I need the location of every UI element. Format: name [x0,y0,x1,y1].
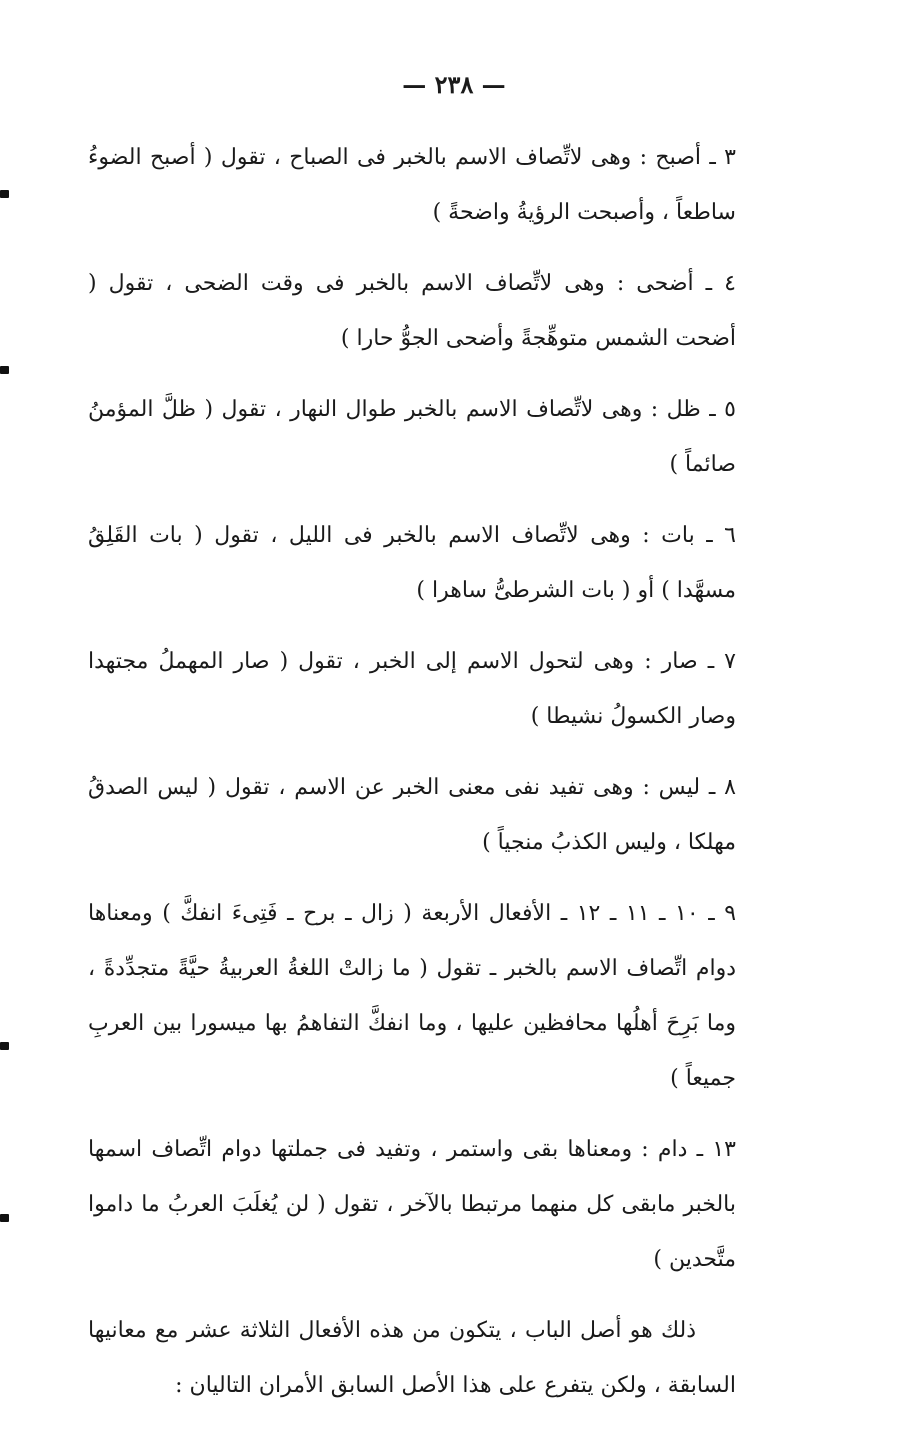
paragraph-laysa: ٨ ـ ليس : وهى تفيد نفى معنى الخبر عن الاسم ، تقول ( ليس الصدقُ مهلكا ، وليس الكذبُ منجياً ) [88,775,736,855]
margin-mark [0,1042,9,1050]
margin-mark [0,1214,9,1222]
paragraph-asbaha: ٣ ـ أصبح : وهى لاتِّصاف الاسم بالخبر فى الصباح ، تقول ( أصبح الضوءُ ساطعاً ، وأصبحت الرؤيةُ واضحةً ) [88,145,736,225]
paragraph-zalla: ٥ ـ ظل : وهى لاتِّصاف الاسم بالخبر طوال النهار ، تقول ( ظلَّ المؤمنُ صائماً ) [88,397,736,477]
page-body [88,130,736,1429]
margin-mark [0,190,9,198]
paragraph-dama: ١٣ ـ دام : ومعناها بقى واستمر ، وتفيد فى جملتها دوام اتِّصاف اسمها بالخبر مابقى كل منهما مرتبطا بالآخر ، تقول ( لن يُغلَبَ العربُ ما داموا متَّحدين ) [88,1137,736,1272]
page-number: — ٢٣٨ — [402,70,506,99]
paragraph-bata: ٦ ـ بات : وهى لاتِّصاف الاسم بالخبر فى الليل ، تقول ( بات القَلِقُ مسهَّدا ) أو ( بات الشرطىُّ ساهرا ) [88,523,736,603]
paragraph-conclusion: ذلك هو أصل الباب ، يتكون من هذه الأفعال الثلاثة عشر مع معانيها السابقة ، ولكن يتفرع على هذا الأصل السابق الأمران التاليان : [88,1318,736,1398]
paragraph-four-verbs: ٩ ـ ١٠ ـ ١١ ـ ١٢ ـ الأفعال الأربعة ( زال ـ برح ـ فَتِىءَ انفكَّ ) ومعناها دوام اتِّصاف الاسم بالخبر ـ تقول ( ما زالتْ اللغةُ العربيةُ حيَّةً متجدِّدةً ، وما بَرِحَ أهلُها محافظين عليها ، وما انفكَّ التفاهمُ بها ميسورا بين العربِ جميعاً ) [88,901,737,1091]
paragraph-adha: ٤ ـ أضحى : وهى لاتِّصاف الاسم بالخبر فى وقت الضحى ، تقول ( أضحت الشمس متوهِّجةً وأضحى الجوُّ حارا ) [88,271,736,351]
paragraph-sara: ٧ ـ صار : وهى لتحول الاسم إلى الخبر ، تقول ( صار المهملُ مجتهدا وصار الكسولُ نشيطا ) [88,649,736,729]
margin-mark [0,366,9,374]
